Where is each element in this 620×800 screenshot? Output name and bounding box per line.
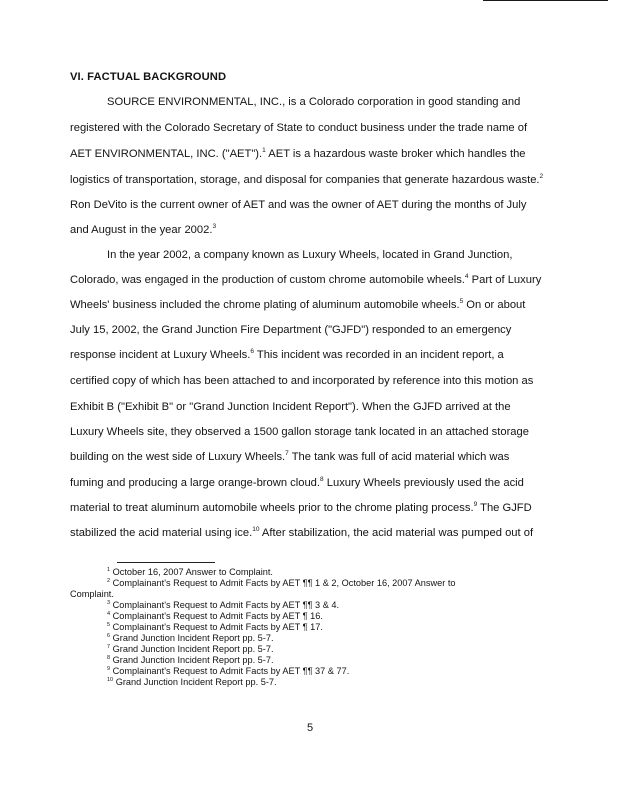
footnote: $^3$ Complainant's Request to Admit Facts by AET ¶¶ 3 & 4. — [107, 600, 340, 610]
paragraph-line: and August in the year 2002.$^3$ — [70, 223, 217, 236]
footnote: $^7$ Grand Junction Incident Report pp. 5-7. — [107, 644, 274, 654]
footnote-ref: 4 — [464, 273, 469, 280]
footnote-ref: 6 — [250, 348, 254, 355]
section-heading: VI. FACTUAL BACKGROUND — [70, 71, 227, 83]
paragraph-line: building on the west side of Luxury Wheels.$^7$ The tank was full of acid material which was — [70, 450, 510, 463]
paragraph-line: July 15, 2002, the Grand Junction Fire Department ("GJFD") responded to an emergency — [70, 324, 512, 336]
paragraph-line: response incident at Luxury Wheels.$^6$ This incident was recorded in an incident report, a — [70, 348, 504, 361]
paragraph-line: AET ENVIRONMENTAL, INC. ("AET").$^1$ AET is a hazardous waste broker which handles the — [70, 147, 526, 160]
paragraph-line: In the year 2002, a company known as Luxury Wheels, located in Grand Junction, — [107, 249, 513, 261]
paragraph-line: Exhibit B ("Exhibit B" or "Grand Junction Incident Report"). When the GJFD arrived at the — [70, 401, 511, 413]
footnote: $^{10}$ Grand Junction Incident Report pp. 5-7. — [107, 677, 277, 687]
paragraph-line: Ron DeVito is the current owner of AET and was the owner of AET during the months of July — [70, 199, 527, 211]
footnote-ref: 1 — [262, 147, 266, 154]
footnote: $^1$ October 16, 2007 Answer to Complaint. — [107, 567, 273, 577]
footnote-ref: 2 — [539, 173, 544, 180]
footnote-ref: 5 — [459, 298, 464, 305]
paragraph-line: certified copy of which has been attached to and incorporated by reference into this motion as — [70, 375, 534, 387]
top-rule — [483, 0, 608, 1]
footnote-separator — [117, 562, 215, 563]
footnote: $^4$ Complainant's Request to Admit Facts by AET ¶ 16. — [107, 611, 323, 621]
footnote-ref: 7 — [285, 450, 289, 457]
page-number: 5 — [306, 722, 314, 734]
paragraph-line: material to treat aluminum automobile wheels prior to the chrome plating process.$^9$ The GJFD — [70, 501, 532, 514]
footnote: $^8$ Grand Junction Incident Report pp. 5-7. — [107, 655, 274, 665]
footnote-continuation: Complaint. — [70, 589, 114, 599]
footnote-ref: 3 — [212, 223, 217, 230]
footnote: $^5$ Complainant's Request to Admit Facts by AET ¶ 17. — [107, 622, 323, 632]
footnote-ref: 8 — [320, 476, 324, 483]
paragraph-line: Colorado, was engaged in the production of custom chrome automobile wheels.$^4$ Part of Luxury — [70, 273, 542, 286]
paragraph-line: stabilized the acid material using ice.$^{10}$ After stabilization, the acid material was pumped out of — [70, 526, 534, 539]
paragraph-line: SOURCE ENVIRONMENTAL, INC., is a Colorado corporation in good standing and — [107, 96, 521, 108]
footnote: $^6$ Grand Junction Incident Report pp. 5-7. — [107, 633, 274, 643]
paragraph-line: Luxury Wheels site, they observed a 1500 gallon storage tank located in an attached storage — [70, 426, 529, 438]
paragraph-line: logistics of transportation, storage, and disposal for companies that generate hazardous waste.$^2$ — [70, 173, 544, 186]
footnote-ref: 10 — [252, 526, 260, 533]
paragraph-line: Wheels' business included the chrome plating of aluminum automobile wheels.$^5$ On or about — [70, 298, 526, 311]
paragraph-line: registered with the Colorado Secretary of State to conduct business under the trade name of — [70, 122, 528, 134]
paragraph-line: fuming and producing a large orange-brown cloud.$^8$ Luxury Wheels previously used the acid — [70, 476, 524, 489]
footnote: $^2$ Complainant's Request to Admit Facts by AET ¶¶ 1 & 2, October 16, 2007 Answer to — [107, 578, 456, 588]
footnote: $^9$ Complainant's Request to Admit Facts by AET ¶¶ 37 & 77. — [107, 666, 350, 676]
footnote-ref: 9 — [473, 501, 478, 508]
